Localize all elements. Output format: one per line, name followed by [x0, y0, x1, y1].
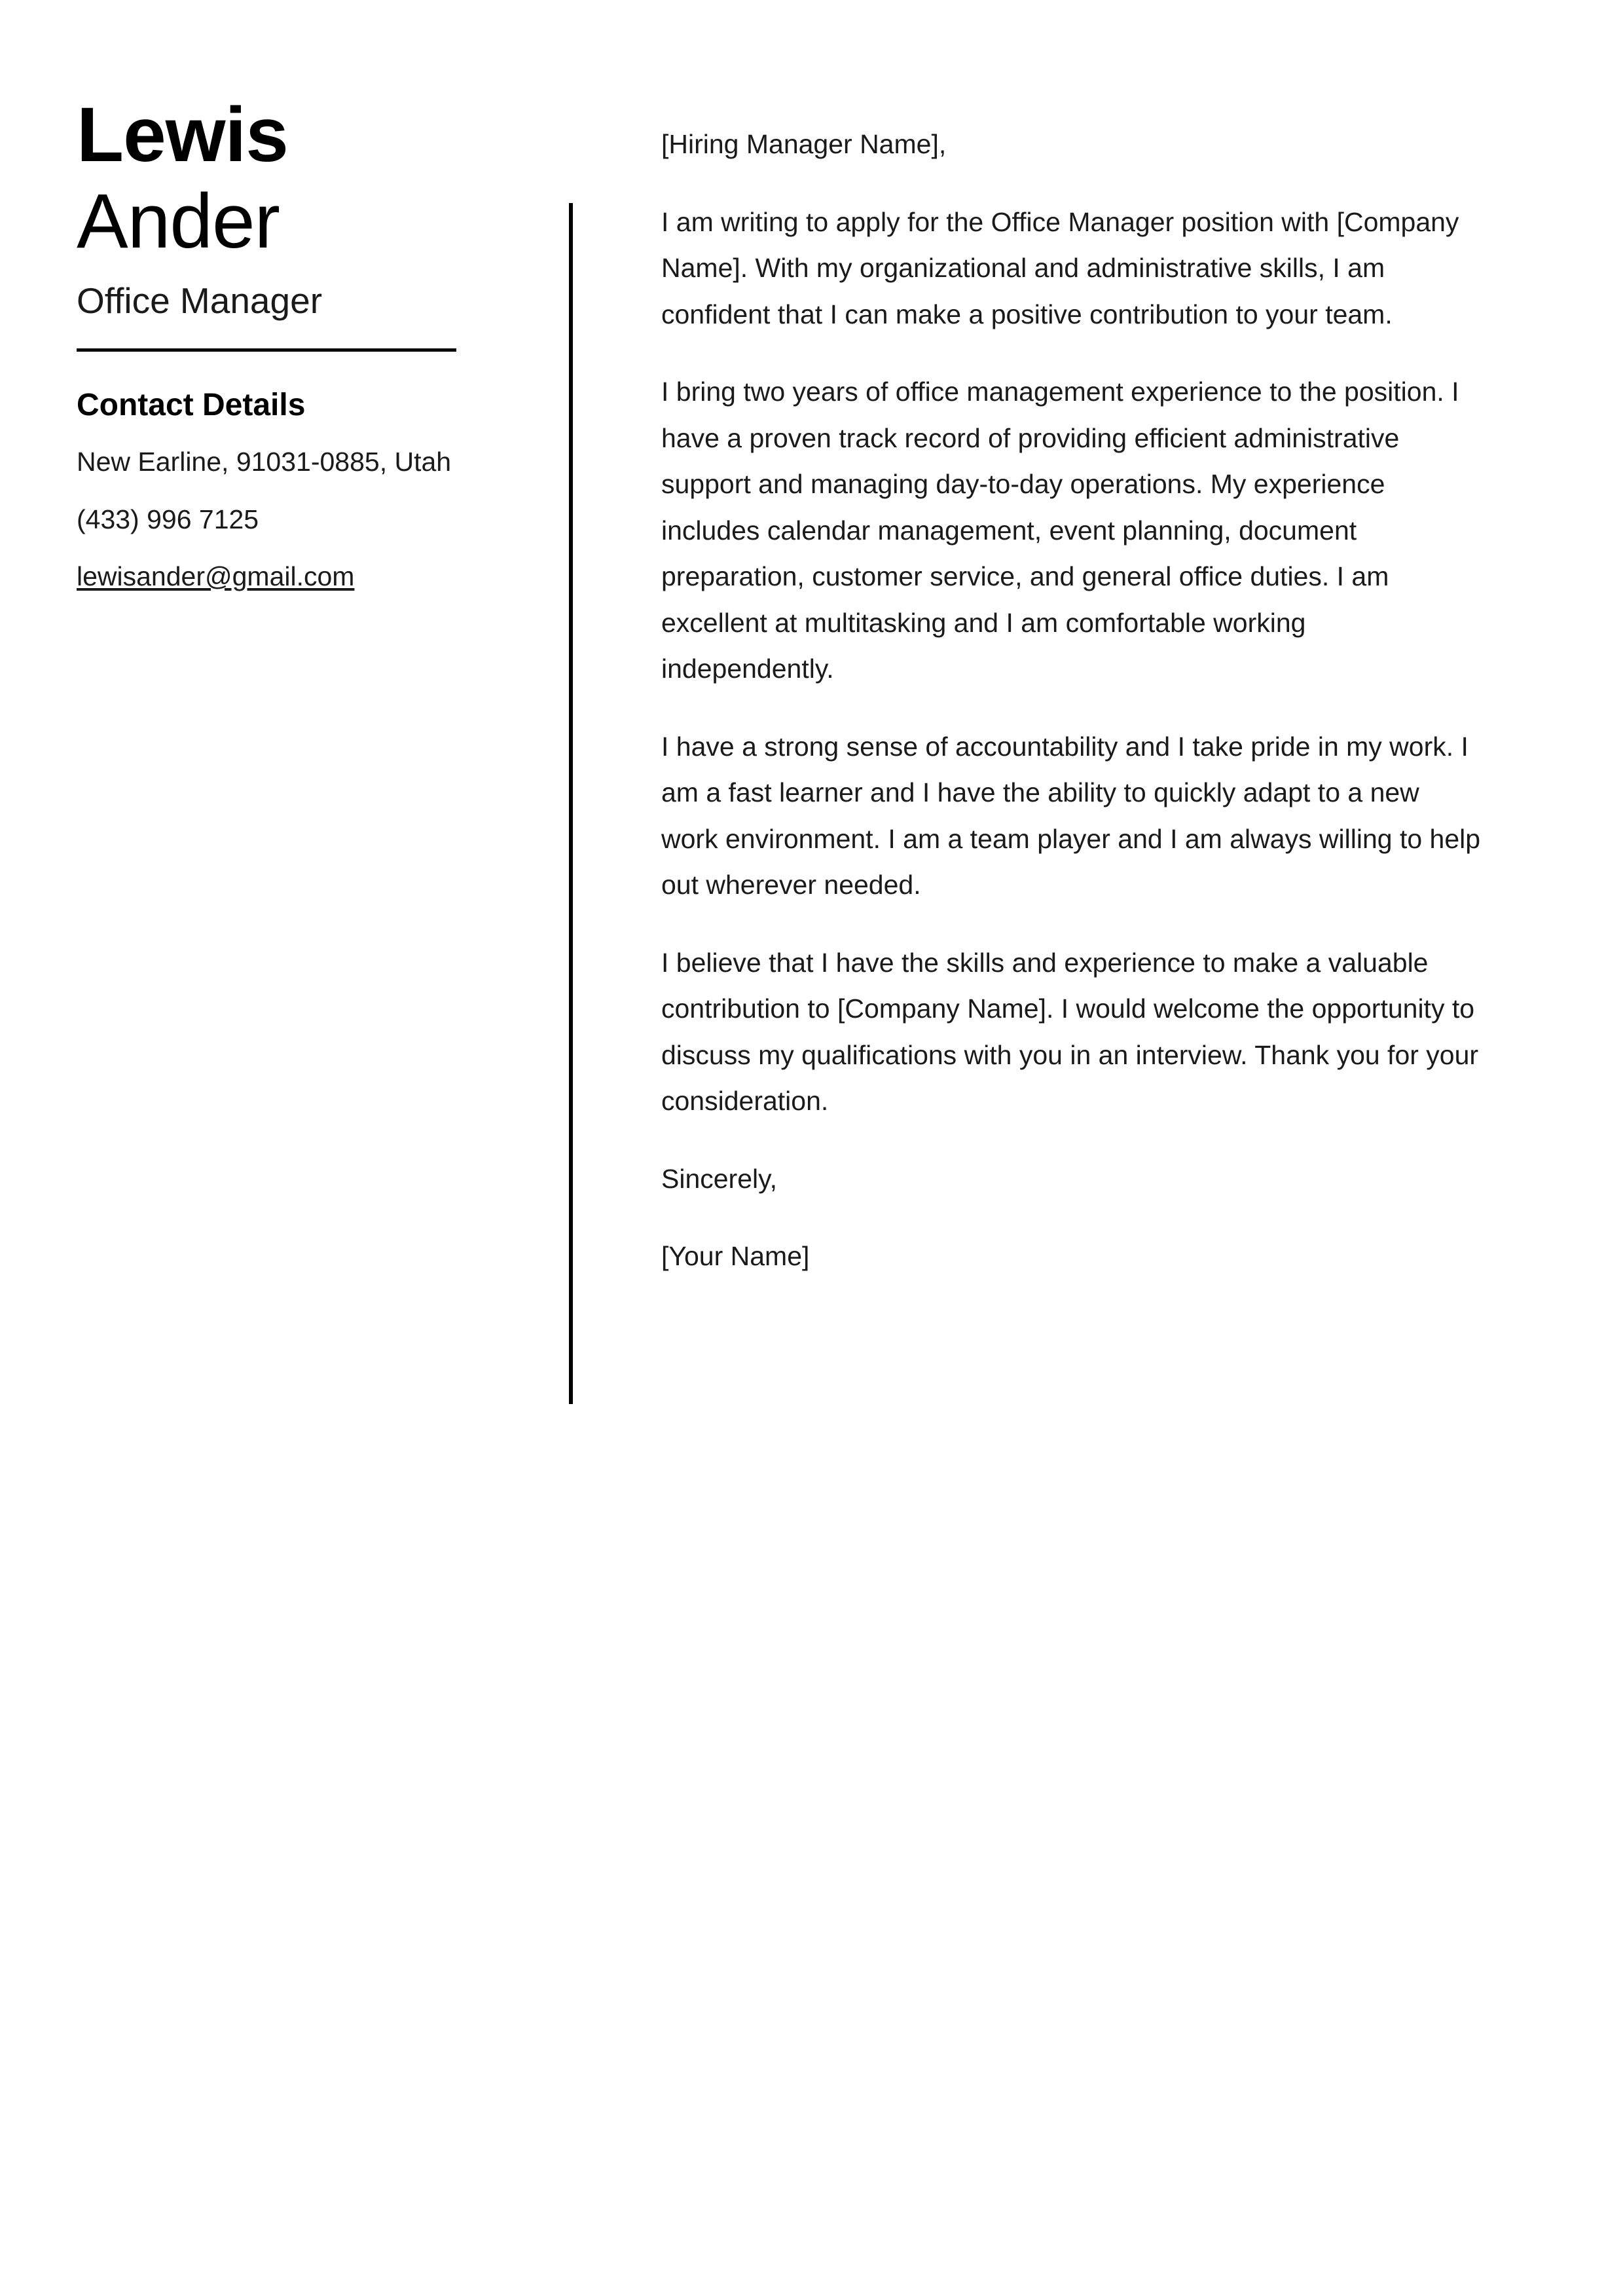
applicant-job-title: Office Manager	[77, 280, 323, 322]
letter-paragraph-3: I have a strong sense of accountability and I take pride in my work. I am a fast learner and I have the ability to quickly adapt to a new work environment. I am a team player and I am always willing to help out wherever needed.	[661, 731, 1481, 900]
applicant-first-name: Lewis	[77, 92, 288, 178]
letter-paragraph-1: I am writing to apply for the Office Manager position with [Company Name]. With my organizational and administrative skills, I am confident that I can make a positive contribution to your team.	[661, 206, 1459, 329]
contact-address: New Earline, 91031-0885, Utah	[77, 447, 452, 477]
contact-email-link[interactable]: lewisander@gmail.com	[77, 561, 355, 592]
left-sidebar-column	[77, 92, 483, 597]
contact-details-list	[77, 442, 483, 597]
letter-paragraph-4: I believe that I have the skills and experience to make a valuable contribution to [Company Name]. I would welcome the opportunity to discuss my qualifications with you in an interview. Thank you for your consideration.	[661, 947, 1479, 1117]
contact-phone[interactable]: (433) 996 7125	[77, 504, 259, 534]
applicant-last-name: Ander	[77, 178, 280, 265]
contact-details-heading: Contact Details	[77, 388, 306, 423]
letter-paragraph-2: I bring two years of office management experience to the position. I have a proven track record of providing efficient administrative support and managing day-to-day operations. My experience includes calendar management, event planning, document preparation, customer service, and general office duties. I am excellent at multitasking and I am comfortable working independently.	[661, 377, 1459, 684]
letter-closing: Sincerely,	[661, 1163, 777, 1194]
letter-body-column	[661, 121, 1483, 1280]
letter-salutation: [Hiring Manager Name],	[661, 129, 947, 159]
letter-signature: [Your Name]	[661, 1241, 810, 1272]
header-divider-rule	[77, 348, 456, 352]
contact-email-row	[77, 557, 463, 597]
column-divider-rule	[569, 203, 573, 1404]
applicant-name-block	[77, 92, 483, 265]
